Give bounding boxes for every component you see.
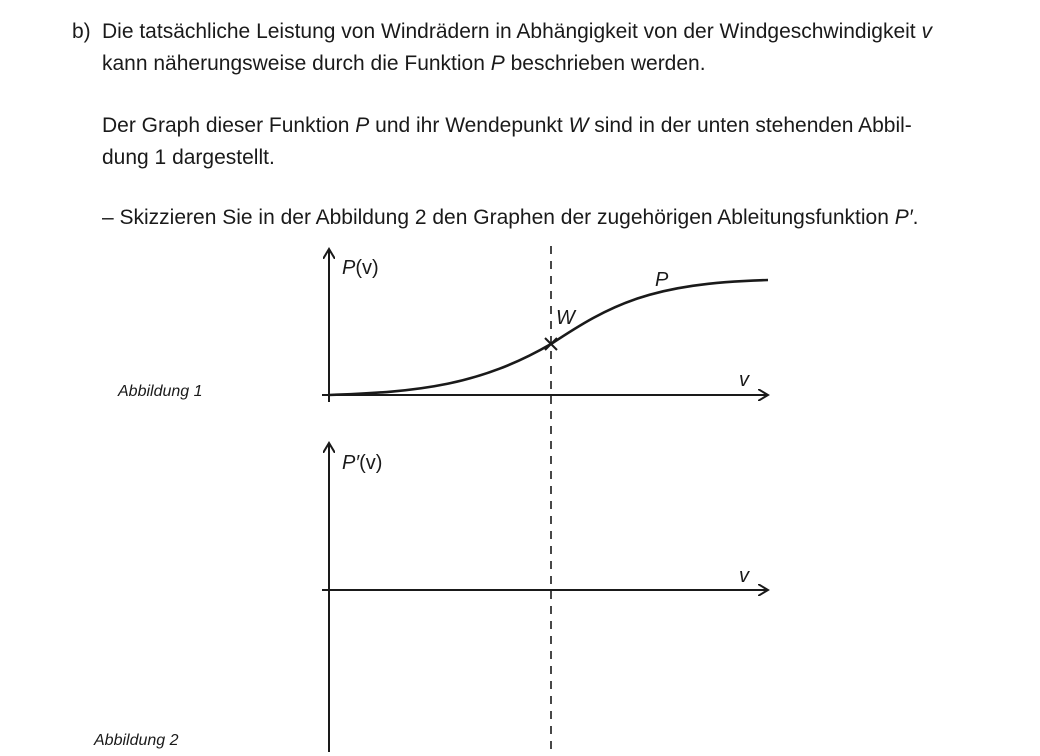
var-v: v (921, 20, 932, 43)
var-P-prime: P′ (894, 206, 913, 229)
figure1-y-axis-label: P(v) (342, 257, 379, 279)
task-label: b) (72, 20, 91, 43)
instruction-text-a: – Skizzieren Sie in der Abbildung 2 den Graphen der zugehörigen Ableitungsfunktion (102, 206, 895, 229)
inflection-point-label: W (556, 307, 575, 329)
desc-text-d: dung 1 dargestellt. (102, 146, 275, 169)
instruction-text-b: . (912, 206, 919, 229)
var-P-desc: P (355, 114, 370, 137)
intro-text-b: kann näherungsweise durch die Funktion (102, 52, 491, 75)
intro-text-c: beschrieben werden. (504, 52, 706, 75)
figure2-caption: Abbildung 2 (94, 732, 179, 749)
intro-text-a: Die tatsächliche Leistung von Windrädern in Abhängigkeit von der Windgeschwindigkeit (102, 20, 922, 43)
figure2-x-axis-label: v (739, 565, 749, 587)
var-W: W (568, 114, 589, 137)
figure2-y-axis-label: P′(v) (342, 452, 383, 474)
var-P: P (490, 52, 505, 75)
figure1-x-axis-label: v (739, 369, 749, 391)
curve-P-label: P (655, 269, 669, 291)
curve-P (329, 280, 768, 395)
figure1-caption: Abbildung 1 (118, 383, 203, 400)
desc-text-a: Der Graph dieser Funktion (102, 114, 356, 137)
desc-text-b: und ihr Wendepunkt (369, 114, 569, 137)
desc-text-c: sind in der unten stehenden Abbil- (588, 114, 912, 137)
